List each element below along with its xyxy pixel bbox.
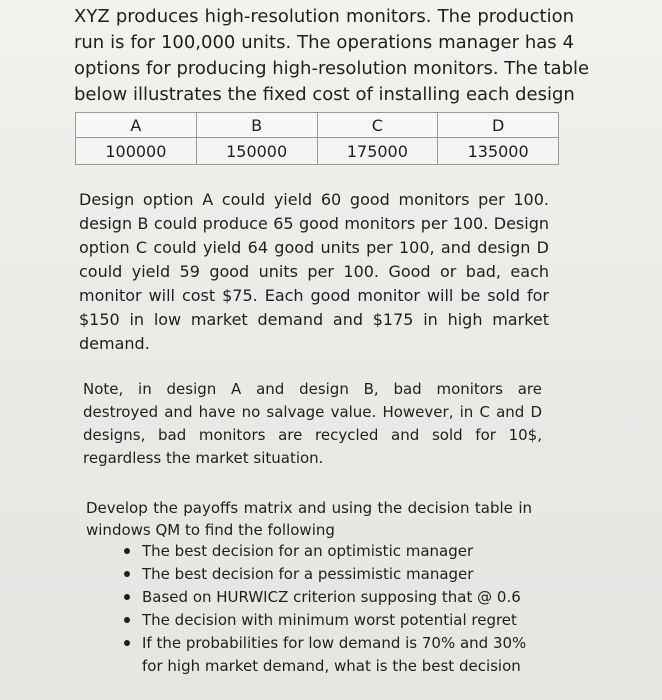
paragraph-line: designs, bad monitors are recycled and sold for 10$, <box>83 426 542 444</box>
intro-line: below illustrates the fixed cost of installing each design <box>74 84 575 105</box>
paragraph-line: monitor will cost $75. Each good monitor will be sold for <box>79 286 549 305</box>
bullet-icon <box>124 640 130 646</box>
bullet-icon <box>124 571 130 577</box>
paragraph-line: Design option A could yield 60 good monitors per 100. <box>79 190 549 209</box>
paragraph-line: design B could produce 65 good monitors per 100. Design <box>79 214 549 233</box>
table-row <box>76 138 559 165</box>
header-design-c: C <box>317 113 438 138</box>
paragraph-line: destroyed and have no salvage value. However, in C and D <box>83 403 542 421</box>
task-text: If the probabilities for low demand is 70% and 30% <box>142 634 527 652</box>
task-text: The decision with minimum worst potential regret <box>142 611 517 629</box>
header-design-d: D <box>438 113 559 138</box>
paragraph-line: could yield 59 good units per 100. Good or bad, each <box>79 262 549 281</box>
task-text: Based on HURWICZ criterion supposing that @ 0.6 <box>142 588 521 606</box>
list-item <box>122 632 532 678</box>
bullet-icon <box>124 548 130 554</box>
intro-line: run is for 100,000 units. The operations manager has 4 <box>74 32 574 53</box>
intro-line: options for producing high-resolution monitors. The table <box>74 58 590 79</box>
task-text-continued: for high market demand, what is the best decision <box>142 657 521 675</box>
paragraph-line: Develop the payoffs matrix and using the decision table in <box>86 499 532 517</box>
cost-design-c: 175000 <box>317 138 438 165</box>
list-item <box>122 563 532 586</box>
paragraph-line: $150 in low market demand and $175 in high market <box>79 310 549 329</box>
bullet-icon <box>124 594 130 600</box>
table-header-row <box>76 113 559 138</box>
list-item <box>122 586 532 609</box>
task-intro-paragraph <box>86 497 532 541</box>
task-text: The best decision for a pessimistic manager <box>142 565 474 583</box>
note-paragraph <box>83 378 542 470</box>
task-list <box>122 540 532 678</box>
cost-design-b: 150000 <box>196 138 317 165</box>
cost-design-d: 135000 <box>438 138 559 165</box>
paragraph-line: Note, in design A and design B, bad monitors are <box>83 380 542 398</box>
bullet-icon <box>124 617 130 623</box>
paragraph-line: regardless the market situation. <box>83 449 324 467</box>
paragraph-line: option C could yield 64 good units per 100, and design D <box>79 238 549 257</box>
fixed-cost-table <box>75 112 559 165</box>
cost-design-a: 100000 <box>76 138 197 165</box>
paragraph-line: windows QM to find the following <box>86 521 335 539</box>
header-design-b: B <box>196 113 317 138</box>
intro-paragraph <box>74 4 590 108</box>
design-options-paragraph <box>79 188 549 356</box>
paragraph-line: demand. <box>79 334 150 353</box>
header-design-a: A <box>76 113 197 138</box>
list-item <box>122 540 532 563</box>
list-item <box>122 609 532 632</box>
intro-line: XYZ produces high-resolution monitors. The production <box>74 6 574 27</box>
task-text: The best decision for an optimistic manager <box>142 542 474 560</box>
